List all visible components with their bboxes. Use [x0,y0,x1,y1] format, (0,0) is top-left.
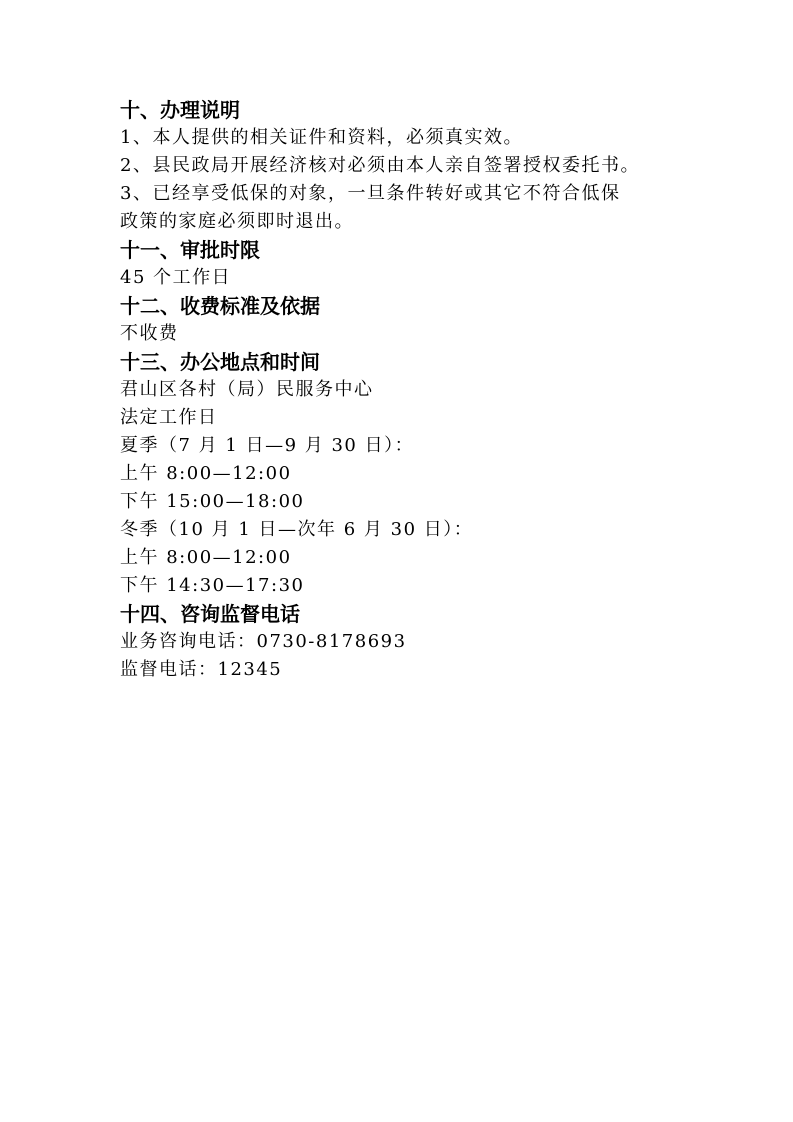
section-fee-standard [120,292,720,348]
section-consultation-phone [120,600,720,684]
text-line: 冬季（10 月 1 日—次年 6 月 30 日）： [120,519,474,540]
text-line: 1、本人提供的相关证件和资料，必须真实效。 [120,127,523,148]
section-approval-time-limit [120,236,720,292]
section-heading: 十、办理说明 [120,98,240,122]
text-line: 不收费 [120,323,179,344]
text-line: 45 个工作日 [120,267,232,288]
text-line: 政策的家庭必须即时退出。 [120,211,354,232]
section-instructions [120,96,720,236]
text-line: 下午 14:30—17:30 [120,575,305,596]
section-heading: 十二、收费标准及依据 [120,294,320,318]
text-line: 业务咨询电话：0730-8178693 [120,631,407,652]
text-line: 3、已经享受低保的对象，一旦条件转好或其它不符合低保 [120,183,621,204]
document-page [120,96,720,684]
section-heading: 十一、审批时限 [120,238,260,262]
section-heading: 十四、咨询监督电话 [120,602,300,626]
section-heading: 十三、办公地点和时间 [120,350,320,374]
text-line: 2、县民政局开展经济核对必须由本人亲自签署授权委托书。 [120,155,640,176]
text-line: 下午 15:00—18:00 [120,491,305,512]
text-line: 夏季（7 月 1 日—9 月 30 日）： [120,435,415,456]
text-line: 监督电话：12345 [120,659,283,680]
section-office-location-hours [120,348,720,600]
text-line: 君山区各村（局）民服务中心 [120,379,374,400]
text-line: 上午 8:00—12:00 [120,547,292,568]
text-line: 法定工作日 [120,407,218,428]
text-line: 上午 8:00—12:00 [120,463,292,484]
